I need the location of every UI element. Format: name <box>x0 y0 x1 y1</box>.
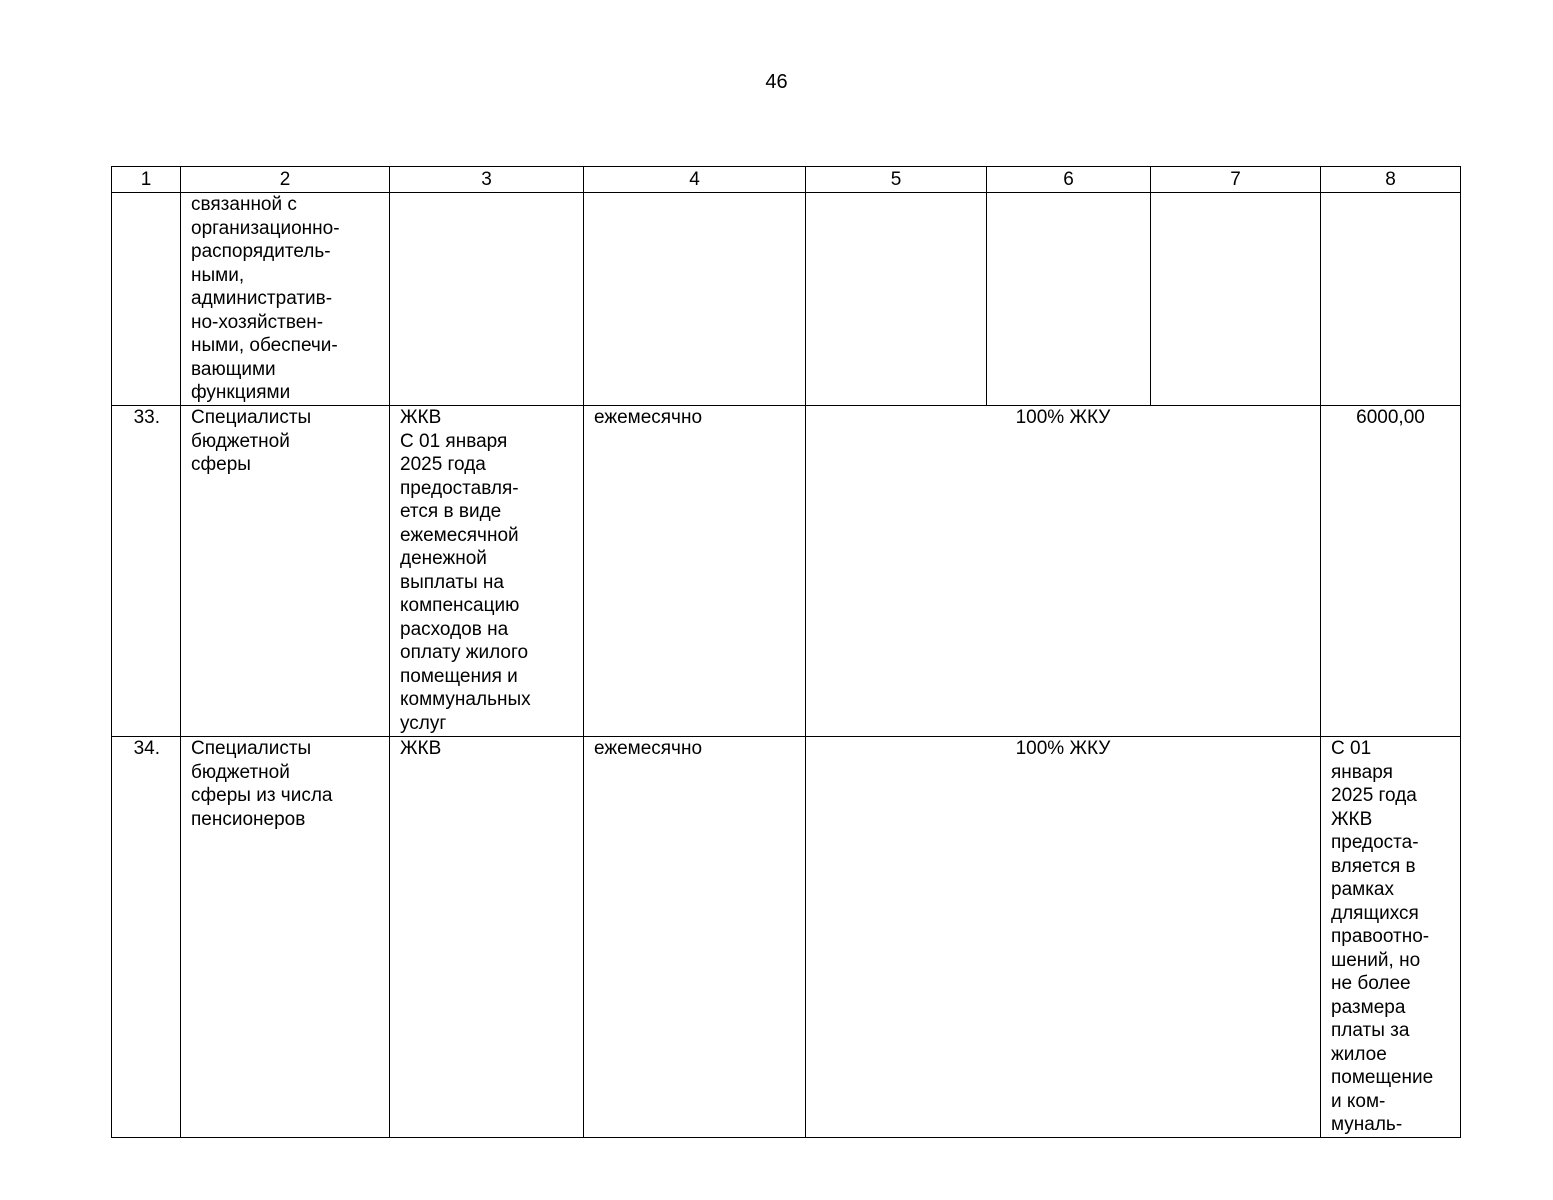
header-col-1: 1 <box>112 167 181 193</box>
table-row <box>112 406 1461 737</box>
cell-amount: С 01 января 2025 года ЖКВ предоста- вляется в рамках длящихся правоотно- шений, но не более размера платы за жилое помещение и ком- муналь- <box>1321 737 1461 1138</box>
header-col-5: 5 <box>806 167 987 193</box>
cell-empty <box>1151 193 1321 406</box>
table-row-continuation <box>112 193 1461 406</box>
cell-empty <box>987 193 1151 406</box>
cell-empty <box>584 193 806 406</box>
header-col-6: 6 <box>987 167 1151 193</box>
header-col-3: 3 <box>390 167 584 193</box>
cell-empty <box>806 193 987 406</box>
cell-empty <box>390 193 584 406</box>
header-col-4: 4 <box>584 167 806 193</box>
cell-empty <box>1321 193 1461 406</box>
cell-category-continued: связанной с организационно- распорядитель- ными, административ- но-хозяйствен- ными, обеспечи- вающими функциями <box>181 193 390 406</box>
benefits-table <box>111 166 1461 1138</box>
cell-row-number: 34. <box>112 737 181 1138</box>
cell-category: Специалисты бюджетной сферы <box>181 406 390 737</box>
cell-amount: 6000,00 <box>1321 406 1461 737</box>
header-col-8: 8 <box>1321 167 1461 193</box>
cell-size: 100% ЖКУ <box>806 737 1321 1138</box>
cell-empty <box>112 193 181 406</box>
header-row <box>112 167 1461 193</box>
cell-category: Специалисты бюджетной сферы из числа пенсионеров <box>181 737 390 1138</box>
cell-frequency: ежемесячно <box>584 737 806 1138</box>
cell-measure: ЖКВ <box>390 737 584 1138</box>
cell-frequency: ежемесячно <box>584 406 806 737</box>
cell-row-number: 33. <box>112 406 181 737</box>
header-col-7: 7 <box>1151 167 1321 193</box>
header-col-2: 2 <box>181 167 390 193</box>
cell-size: 100% ЖКУ <box>806 406 1321 737</box>
page-number: 46 <box>765 71 788 93</box>
cell-measure: ЖКВ С 01 января 2025 года предоставля- ется в виде ежемесячной денежной выплаты на компенсацию расходов на оплату жилого помещения и коммунальных услуг <box>390 406 584 737</box>
table-row <box>112 737 1461 1138</box>
